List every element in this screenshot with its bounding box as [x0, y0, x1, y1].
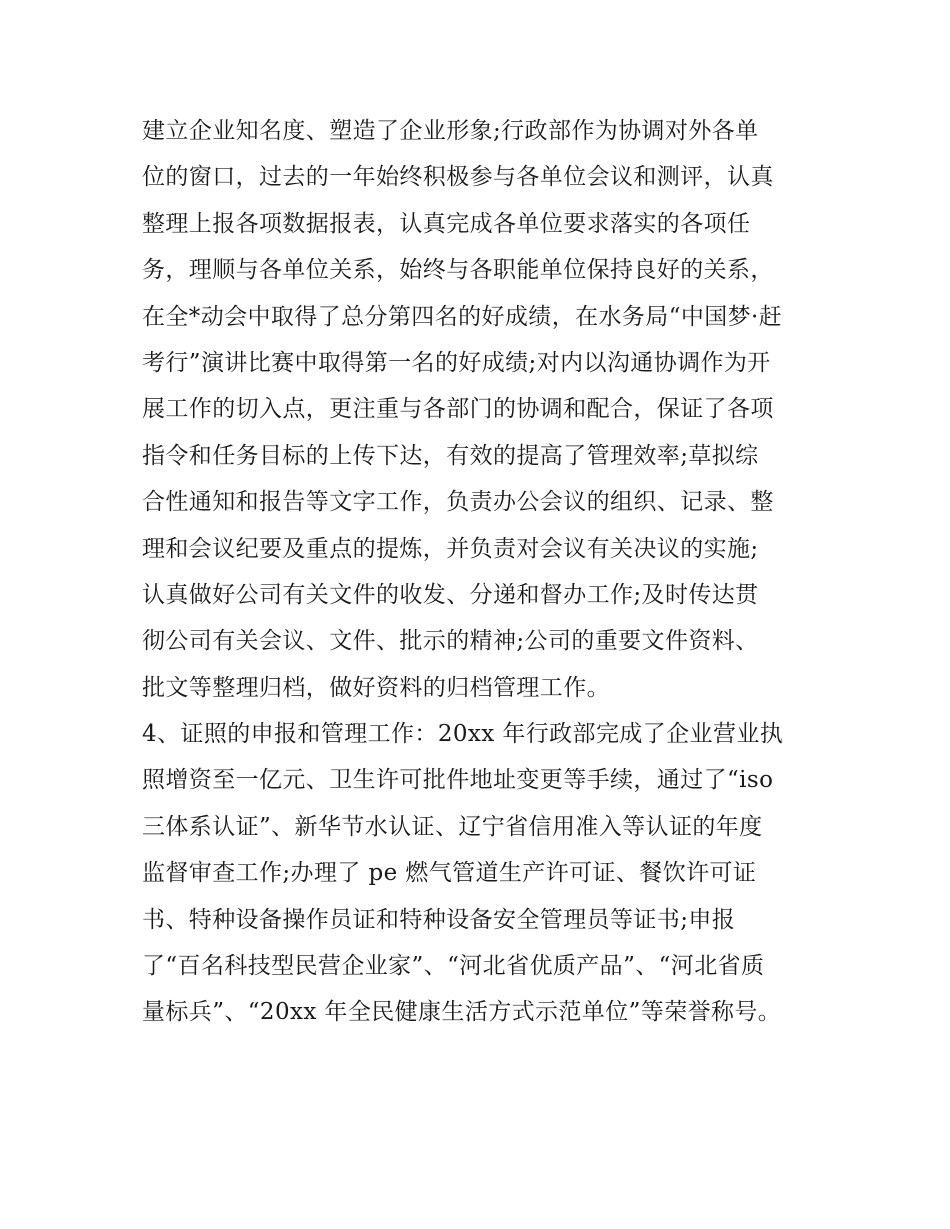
text-line: 务，理顺与各单位关系，始终与各职能单位保持良好的关系， — [142, 257, 774, 284]
text-line: 照增资至一亿元、卫生许可批件地址变更等手续，通过了“iso — [142, 767, 774, 794]
text-line: 三体系认证”、新华节水认证、辽宁省信用准入等认证的年度 — [142, 813, 763, 840]
text-line: 书、特种设备操作员证和特种设备安全管理员等证书;申报 — [142, 906, 736, 933]
text-line: 合性通知和报告等文字工作，负责办公会议的组织、记录、整 — [142, 489, 774, 516]
text-line: 位的窗口，过去的一年始终积极参与各单位会议和测评，认真 — [142, 164, 774, 191]
text-line: 认真做好公司有关文件的收发、分递和督办工作;及时传达贯 — [142, 581, 759, 608]
text-line: 了“百名科技型民营企业家”、“河北省优质产品”、“河北省质 — [142, 953, 765, 980]
text-line: 指令和任务目标的上传下达，有效的提高了管理效率;草拟综 — [142, 442, 759, 469]
text-line: 在全*动会中取得了总分第四名的好成绩，在水务局“中国梦·赶 — [142, 303, 783, 330]
text-line: 考行”演讲比赛中取得第一名的好成绩;对内以沟通协调作为开 — [142, 349, 771, 376]
text-line: 理和会议纪要及重点的提炼，并负责对会议有关决议的实施; — [142, 535, 759, 562]
text-line: 4、证照的申报和管理工作：20xx 年行政部完成了企业营业执 — [142, 721, 784, 748]
text-line: 量标兵”、“20xx 年全民健康生活方式示范单位”等荣誉称号。 — [142, 999, 782, 1026]
text-line: 彻公司有关会议、文件、批示的精神;公司的重要文件资料、 — [142, 628, 759, 655]
text-line: 监督审查工作;办理了 pe 燃气管道生产许可证、餐饮许可证 — [142, 860, 757, 887]
text-line: 整理上报各项数据报表，认真完成各单位要求落实的各项任 — [142, 210, 751, 237]
body-text — [142, 108, 822, 1036]
text-line: 批文等整理归档，做好资料的归档管理工作。 — [142, 674, 610, 701]
text-line: 建立企业知名度、塑造了企业形象;行政部作为协调对外各单 — [142, 118, 759, 144]
text-line: 展工作的切入点，更注重与各部门的协调和配合，保证了各项 — [142, 396, 774, 423]
